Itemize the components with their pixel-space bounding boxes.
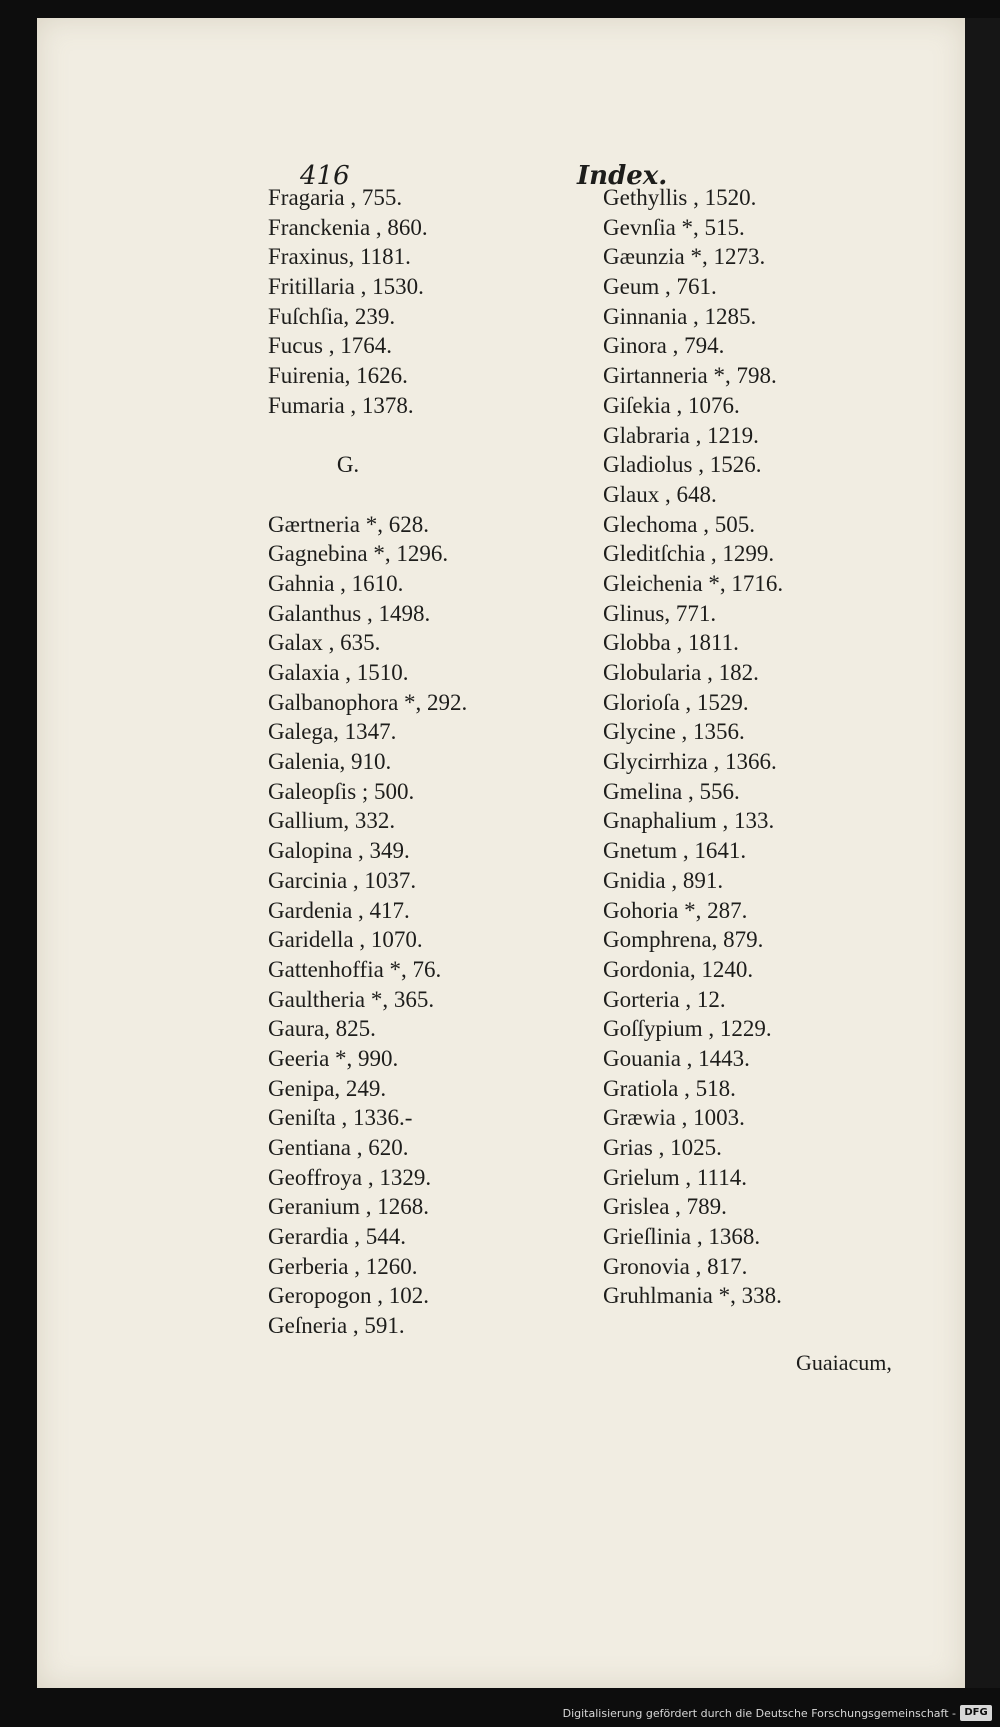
index-entry: Fritillaria , 1530. [268, 274, 424, 300]
index-entry: Globularia , 182. [603, 660, 759, 685]
index-entry: Gærtneria *, 628. [268, 511, 429, 537]
index-entry: Gaultheria *, 365. [268, 986, 435, 1012]
index-entry: Gleichenia *, 1716. [603, 570, 784, 596]
index-entry: Gnaphalium , 133. [603, 808, 775, 834]
index-entry: Galaxia , 1510. [268, 660, 409, 685]
index-entry: Geranium , 1268. [268, 1194, 429, 1220]
index-entry: Glinus, 771. [603, 600, 717, 626]
index-column-right [603, 183, 933, 1311]
index-entry: Gratiola , 518. [603, 1075, 736, 1101]
index-entry: Gethyllis , 1520. [603, 185, 757, 210]
index-entry: Grislea , 789. [603, 1194, 727, 1220]
index-entry: Gerberia , 1260. [268, 1253, 418, 1279]
index-entry: Grias , 1025. [603, 1135, 722, 1160]
index-entry: Geropogon , 102. [268, 1283, 429, 1309]
index-entry: Gouania , 1443. [603, 1045, 750, 1071]
index-entry: Glorioſa , 1529. [603, 689, 749, 715]
index-entry: Gattenhoffia *, 76. [268, 956, 442, 982]
index-column-left [268, 183, 568, 1341]
index-entry: Fraxinus, 1181. [268, 244, 411, 270]
index-entry: Fragaria , 755. [268, 185, 403, 210]
index-entry: Fumaria , 1378. [268, 392, 414, 418]
index-entry: Fuirenia, 1626. [268, 363, 408, 389]
index-entry: Galax , 635. [268, 630, 381, 656]
index-entry: Geoffroya , 1329. [268, 1164, 432, 1190]
index-entry: Franckenia , 860. [268, 214, 428, 240]
index-entry: Galeopſis ; 500. [268, 778, 415, 804]
page-edge-shadow [965, 18, 1000, 1688]
running-head: Index. [577, 161, 668, 191]
index-entry: Gmelina , 556. [603, 778, 740, 804]
index-entry: Garcinia , 1037. [268, 867, 417, 893]
index-entry: Glycine , 1356. [603, 719, 745, 745]
blank-line [268, 480, 568, 510]
catchword: Guaiacum, [796, 1350, 892, 1375]
index-entry: Glaux , 648. [603, 481, 717, 507]
index-entry: Gahnia , 1610. [268, 570, 404, 596]
index-entry: Geſneria , 591. [268, 1313, 405, 1339]
index-entry: Gladiolus , 1526. [603, 452, 762, 478]
index-entry: Gomphrena, 879. [603, 927, 764, 953]
index-entry: Gagnebina *, 1296. [268, 541, 449, 567]
index-entry: Gnetum , 1641. [603, 838, 747, 864]
index-entry: Girtanneria *, 798. [603, 363, 777, 389]
index-entry: Gruhlmania *, 338. [603, 1283, 782, 1309]
index-entry: Gaura, 825. [268, 1016, 376, 1042]
index-entry: Glycirrhiza , 1366. [603, 749, 777, 775]
index-entry: Galopina , 349. [268, 838, 410, 864]
index-entry: Glabraria , 1219. [603, 422, 759, 448]
index-entry: Garidella , 1070. [268, 927, 423, 953]
index-entry: Fucus , 1764. [268, 333, 392, 359]
index-entry: Gordonia, 1240. [603, 956, 754, 982]
section-heading: G. [336, 452, 360, 478]
index-entry: Gleditſchia , 1299. [603, 541, 775, 567]
index-entry: Galega, 1347. [268, 719, 397, 745]
index-entry: Fuſchſia, 239. [268, 303, 396, 329]
index-entry: Gentiana , 620. [268, 1135, 409, 1160]
index-entry: Glechoma , 505. [603, 511, 756, 537]
index-entry: Græwia , 1003. [603, 1105, 745, 1131]
index-entry: Grielum , 1114. [603, 1164, 747, 1190]
index-entry: Gevnſia *, 515. [603, 214, 745, 240]
index-entry: Globba , 1811. [603, 630, 739, 656]
index-entry: Ginnania , 1285. [603, 303, 757, 329]
index-entry: Giſekia , 1076. [603, 392, 740, 418]
index-entry: Galanthus , 1498. [268, 600, 431, 626]
dfg-logo-icon: DFG [960, 1705, 992, 1721]
index-entry: Gorteria , 12. [603, 986, 726, 1012]
index-entry: Gallium, 332. [268, 808, 396, 834]
index-entry: Galenia, 910. [268, 749, 392, 775]
index-entry: Gardenia , 417. [268, 897, 410, 923]
index-entry: Gerardia , 544. [268, 1224, 406, 1250]
index-entry: Geeria *, 990. [268, 1045, 399, 1071]
index-entry: Ginora , 794. [603, 333, 725, 359]
index-entry: Genipa, 249. [268, 1075, 387, 1101]
index-entry: Goſſypium , 1229. [603, 1016, 772, 1042]
index-entry: Gæunzia *, 1273. [603, 244, 766, 270]
index-entry: Gronovia , 817. [603, 1253, 748, 1279]
blank-line [268, 421, 568, 451]
index-entry: Geum , 761. [603, 274, 717, 300]
index-entry: Geniſta , 1336.- [268, 1105, 413, 1131]
index-entry: Gnidia , 891. [603, 867, 724, 893]
index-entry: Gohoria *, 287. [603, 897, 748, 923]
index-entry: Galbanophora *, 292. [268, 689, 468, 715]
page-number: 416 [300, 161, 350, 191]
index-entry: Grieſlinia , 1368. [603, 1224, 761, 1250]
digitization-credit: Digitalisierung gefördert durch die Deutsche Forschungsgemeinschaft - [562, 1707, 956, 1720]
